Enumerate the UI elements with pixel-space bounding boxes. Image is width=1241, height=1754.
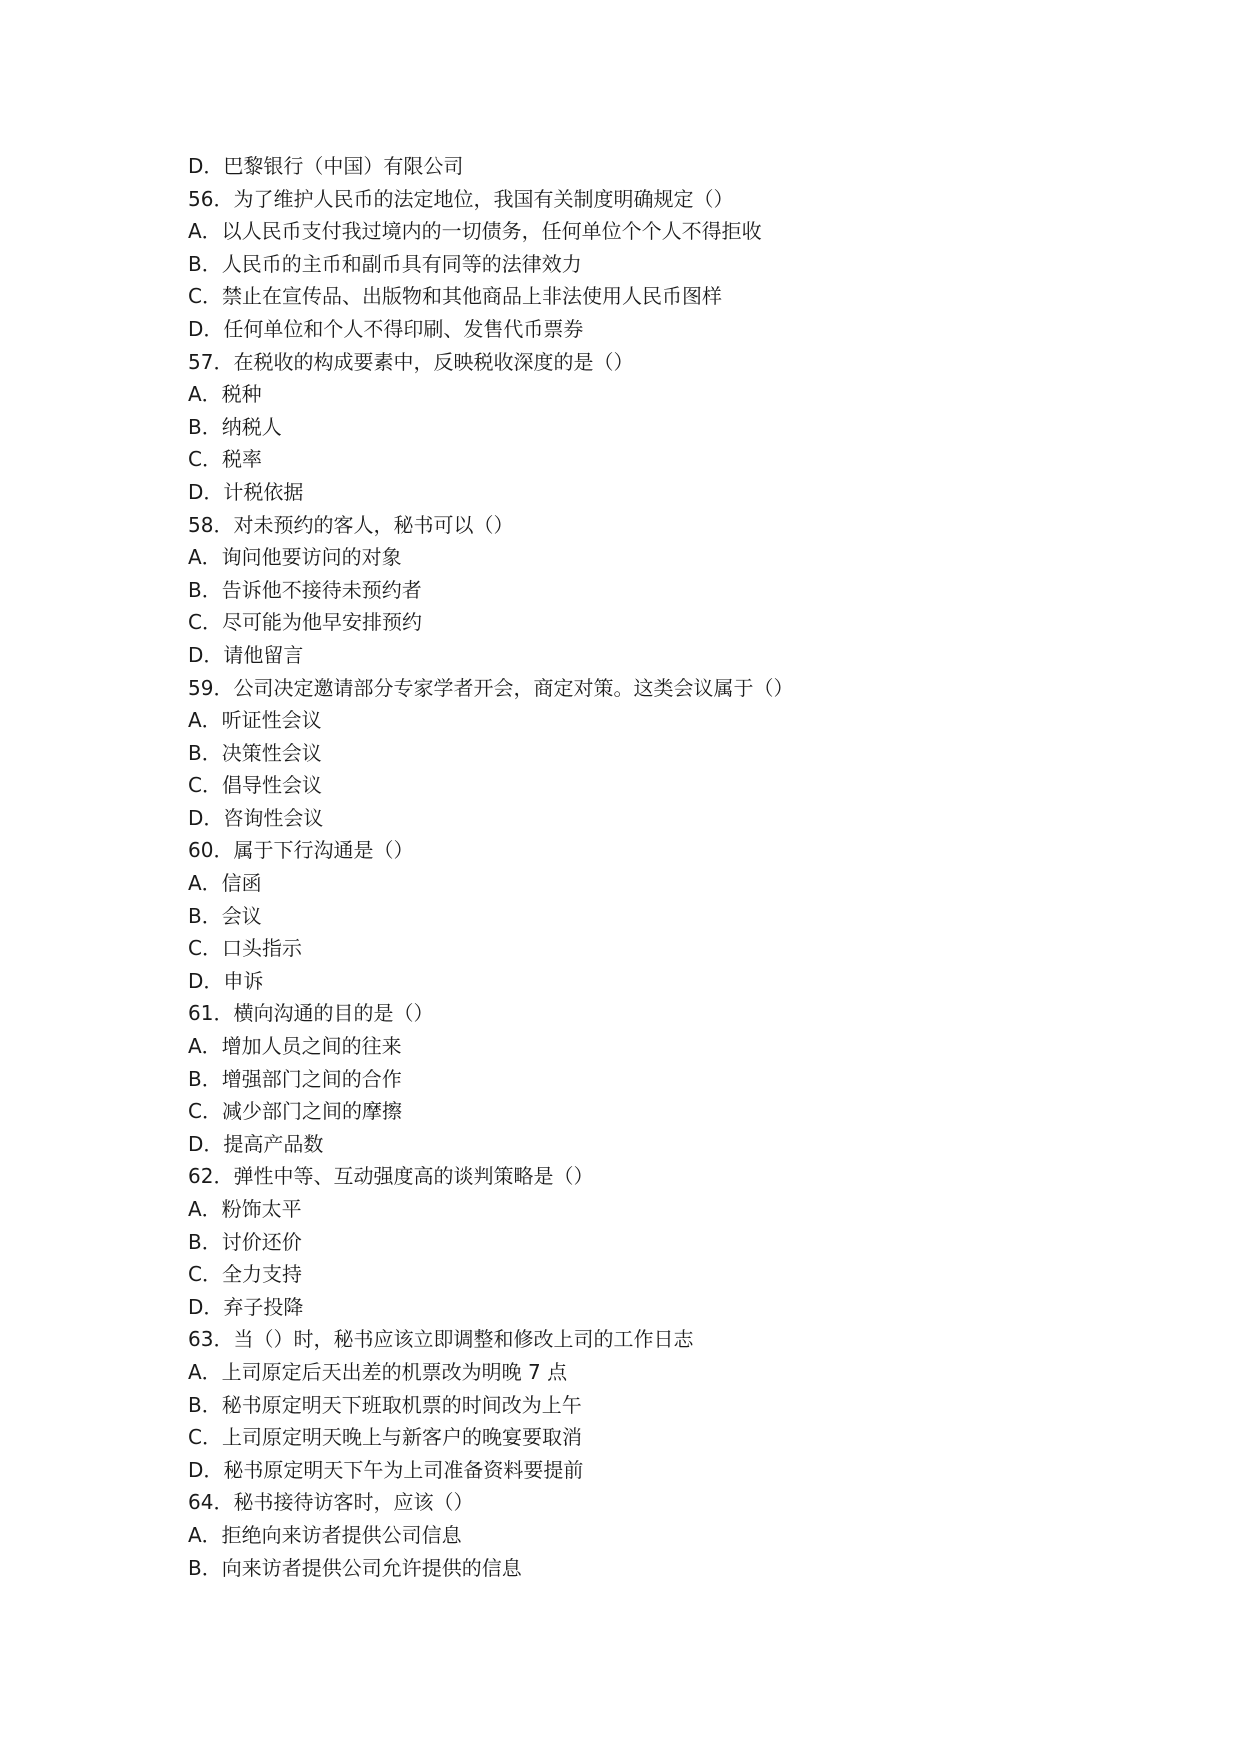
option-line: D．任何单位和个人不得印刷、发售代币票券 (188, 316, 584, 341)
option-line: B．会议 (188, 903, 262, 928)
option-line: D．申诉 (188, 968, 264, 993)
option-line: B．增强部门之间的合作 (188, 1066, 402, 1091)
question-line: 61．横向沟通的目的是（） (188, 1001, 434, 1026)
option-line: B．决策性会议 (188, 740, 322, 765)
option-line: D．秘书原定明天下午为上司准备资料要提前 (188, 1457, 584, 1482)
option-line: D．弃子投降 (188, 1294, 304, 1319)
question-line: 62．弹性中等、互动强度高的谈判策略是（） (188, 1164, 594, 1189)
option-line: C．尽可能为他早安排预约 (188, 610, 422, 635)
question-line: 59．公司决定邀请部分专家学者开会，商定对策。这类会议属于（） (188, 675, 794, 700)
option-line: B．告诉他不接待未预约者 (188, 577, 422, 602)
option-line: A．拒绝向来访者提供公司信息 (188, 1522, 462, 1547)
option-line: C．口头指示 (188, 936, 302, 961)
question-line: 64．秘书接待访客时，应该（） (188, 1490, 474, 1515)
option-line: B．秘书原定明天下班取机票的时间改为上午 (188, 1392, 582, 1417)
option-line: B．向来访者提供公司允许提供的信息 (188, 1555, 522, 1580)
option-line: D．计税依据 (188, 479, 304, 504)
option-line: D．咨询性会议 (188, 805, 324, 830)
question-line: 58．对未预约的客人，秘书可以（） (188, 512, 514, 537)
option-line: B．讨价还价 (188, 1229, 302, 1254)
option-line: A．以人民币支付我过境内的一切债务，任何单位个个人不得拒收 (188, 219, 762, 244)
question-line: 56．为了维护人民币的法定地位，我国有关制度明确规定（） (188, 186, 734, 211)
question-line: 57．在税收的构成要素中，反映税收深度的是（） (188, 349, 634, 374)
option-line: A．税种 (188, 382, 262, 407)
document-body (188, 150, 1188, 1584)
question-line: 60．属于下行沟通是（） (188, 838, 414, 863)
option-line: A．增加人员之间的往来 (188, 1034, 402, 1059)
option-line: C．上司原定明天晚上与新客户的晚宴要取消 (188, 1425, 582, 1450)
question-line: 63．当（）时，秘书应该立即调整和修改上司的工作日志 (188, 1327, 694, 1352)
option-line: B．纳税人 (188, 414, 282, 439)
option-line: D．提高产品数 (188, 1131, 324, 1156)
option-line: C．全力支持 (188, 1262, 302, 1287)
option-line: A．粉饰太平 (188, 1197, 302, 1221)
option-line: A．听证性会议 (188, 708, 322, 733)
option-line: C．倡导性会议 (188, 773, 322, 798)
option-line: A．上司原定后天出差的机票改为明晚 7 点 (188, 1359, 568, 1384)
option-line: C．禁止在宣传品、出版物和其他商品上非法使用人民币图样 (188, 284, 722, 309)
option-line: A．信函 (188, 871, 262, 896)
option-line: D．巴黎银行（中国）有限公司 (188, 154, 464, 178)
option-line: C．减少部门之间的摩擦 (188, 1099, 402, 1124)
option-line: D．请他留言 (188, 642, 304, 667)
option-line: B．人民币的主币和副币具有同等的法律效力 (188, 251, 582, 276)
option-line: A．询问他要访问的对象 (188, 545, 402, 570)
option-line: C．税率 (188, 447, 262, 472)
